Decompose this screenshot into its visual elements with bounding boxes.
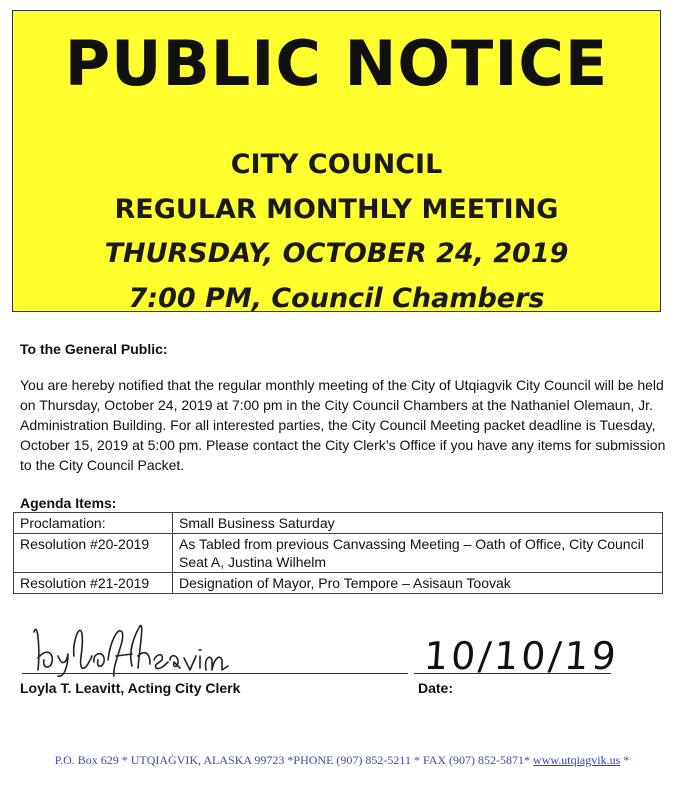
meeting-time-location: 7:00 PM, Council Chambers [128,283,545,314]
agenda-description: Designation of Mayor, Pro Tempore – Asisaun Toovak [173,573,663,594]
date-line [414,673,611,674]
agenda-item: Proclamation: [14,513,173,534]
meeting-date: THURSDAY, OCTOBER 24, 2019 [104,238,569,269]
handwritten-date: 10/10/19 [422,634,621,678]
handwritten-signature [28,612,288,680]
agenda-description: As Tabled from previous Canvassing Meeting – Oath of Office, City Council Seat A, Justina Wilhelm [173,534,663,573]
table-row [14,513,663,534]
table-row [14,573,663,594]
agenda-item: Resolution #21-2019 [14,573,173,594]
signer-name: Loyla T. Leavitt, Acting City Clerk [20,680,241,696]
website-link[interactable]: www.utqiagvik.us [533,753,621,767]
footer-suffix: * [620,753,630,767]
public-notice-banner [12,10,661,312]
meeting-type: REGULAR MONTHLY MEETING [114,194,559,225]
agenda-description: Small Business Saturday [173,513,663,534]
council-heading: CITY COUNCIL [230,149,443,180]
agenda-table [13,512,663,594]
notice-body: You are hereby notified that the regular monthly meeting of the City of Utqiagvik City Council will be held on Thursday, October 24, 2019 at 7:00 pm in the City Council Chambers at the Nathaniel Olemaun, Jr. Administration Building. For all interested parties, the City Council Meeting packet deadline is Tuesday, October 15, 2019 at 5:00 pm. Please contact the City Clerk’s Office if you have any items for submission to the City Council Packet. [20,377,666,473]
footer-contact [0,753,684,768]
footer-address: P.O. Box 629 * UTQIAĠVIK, ALASKA 99723 *PHONE (907) 852-5211 * FAX (907) 852-5871* [54,753,534,767]
date-label: Date: [418,680,454,696]
agenda-item: Resolution #20-2019 [14,534,173,573]
salutation: To the General Public: [20,341,168,357]
table-row [14,534,663,573]
signature-line [22,673,408,674]
agenda-label: Agenda Items: [20,495,117,511]
notice-title: PUBLIC NOTICE [64,27,609,100]
